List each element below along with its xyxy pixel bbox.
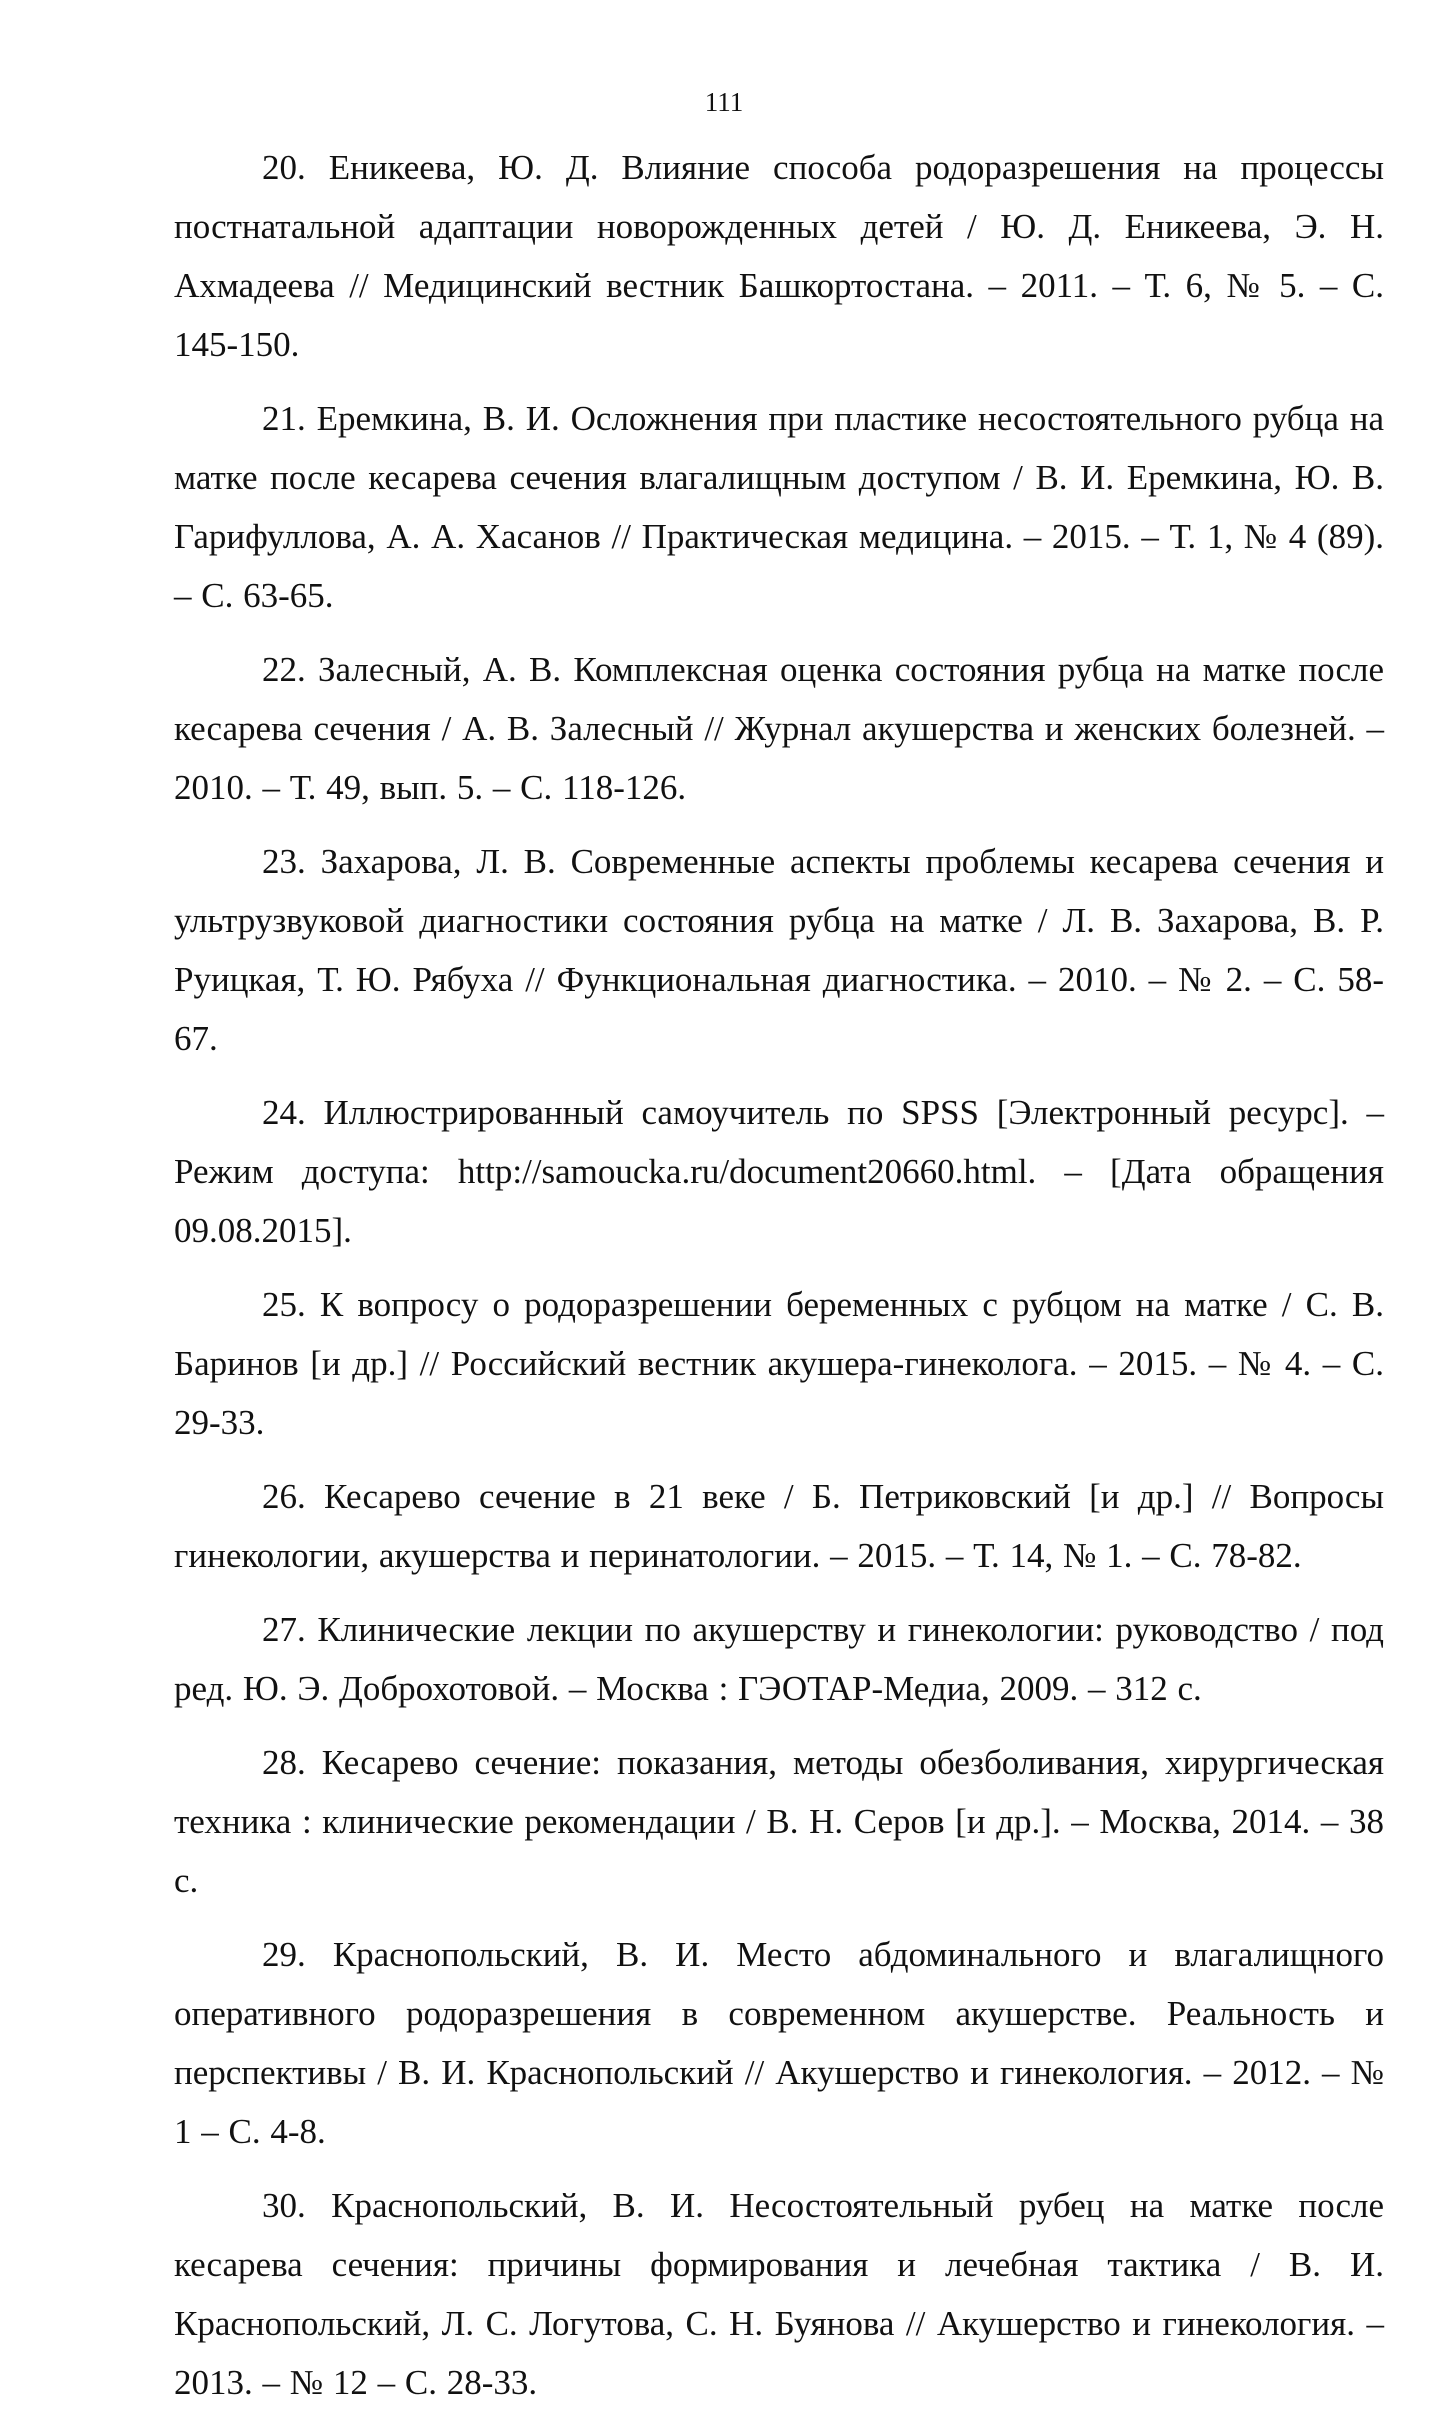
- reference-item-28: 28. Кесарево сечение: показания, методы обезболивания, хирургическая техника : клинические рекомендации / В. Н. Серов [и др.]. – Москва, 2014. – 38 с.: [174, 1743, 1384, 1900]
- reference-item-30: 30. Краснопольский, В. И. Несостоятельный рубец на матке после кесарева сечения: причины формирования и лечебная тактика / В. И. Краснопольский, Л. С. Логутова, С. Н. Буянова // Акушерство и гинекология. – 2013. – № 12 – С. 28-33.: [174, 2186, 1384, 2402]
- reference-item-23: 23. Захарова, Л. В. Современные аспекты проблемы кесарева сечения и ультрузвуковой диагностики состояния рубца на матке / Л. В. Захарова, В. Р. Руицкая, Т. Ю. Рябуха // Функциональная диагностика. – 2010. – № 2. – С. 58-67.: [174, 842, 1384, 1058]
- reference-list: [174, 138, 1384, 2427]
- reference-item-24: 24. Иллюстрированный самоучитель по SPSS [Электронный ресурс]. – Режим доступа: http://samoucka.ru/document20660.html. – [Дата обращения 09.08.2015].: [174, 1093, 1384, 1250]
- reference-item-25: 25. К вопросу о родоразрешении беременных с рубцом на матке / С. В. Баринов [и др.] // Российский вестник акушера-гинеколога. – 2015. – № 4. – С. 29-33.: [174, 1285, 1384, 1442]
- reference-item-29: 29. Краснопольский, В. И. Место абдоминального и влагалищного оперативного родоразрешения в современном акушерстве. Реальность и перспективы / В. И. Краснопольский // Акушерство и гинекология. – 2012. – № 1 – С. 4-8.: [174, 1935, 1384, 2151]
- reference-item-20: 20. Еникеева, Ю. Д. Влияние способа родоразрешения на процессы постнатальной адаптации новорожденных детей / Ю. Д. Еникеева, Э. Н. Ахмадеева // Медицинский вестник Башкортостана. – 2011. – Т. 6, № 5. – С. 145-150.: [174, 148, 1384, 364]
- reference-item-27: 27. Клинические лекции по акушерству и гинекологии: руководство / под ред. Ю. Э. Доброхотовой. – Москва : ГЭОТАР-Медиа, 2009. – 312 с.: [174, 1610, 1384, 1708]
- reference-item-26: 26. Кесарево сечение в 21 веке / Б. Петриковский [и др.] // Вопросы гинекологии, акушерства и перинатологии. – 2015. – Т. 14, № 1. – С. 78-82.: [174, 1477, 1384, 1575]
- reference-item-21: 21. Еремкина, В. И. Осложнения при пластике несостоятельного рубца на матке после кесарева сечения влагалищным доступом / В. И. Еремкина, Ю. В. Гарифуллова, А. А. Хасанов // Практическая медицина. – 2015. – Т. 1, № 4 (89). – С. 63-65.: [174, 399, 1384, 615]
- page-number: 111: [704, 87, 744, 117]
- reference-item-22: 22. Залесный, А. В. Комплексная оценка состояния рубца на матке после кесарева сечения / А. В. Залесный // Журнал акушерства и женских болезней. – 2010. – Т. 49, вып. 5. – С. 118-126.: [174, 650, 1384, 807]
